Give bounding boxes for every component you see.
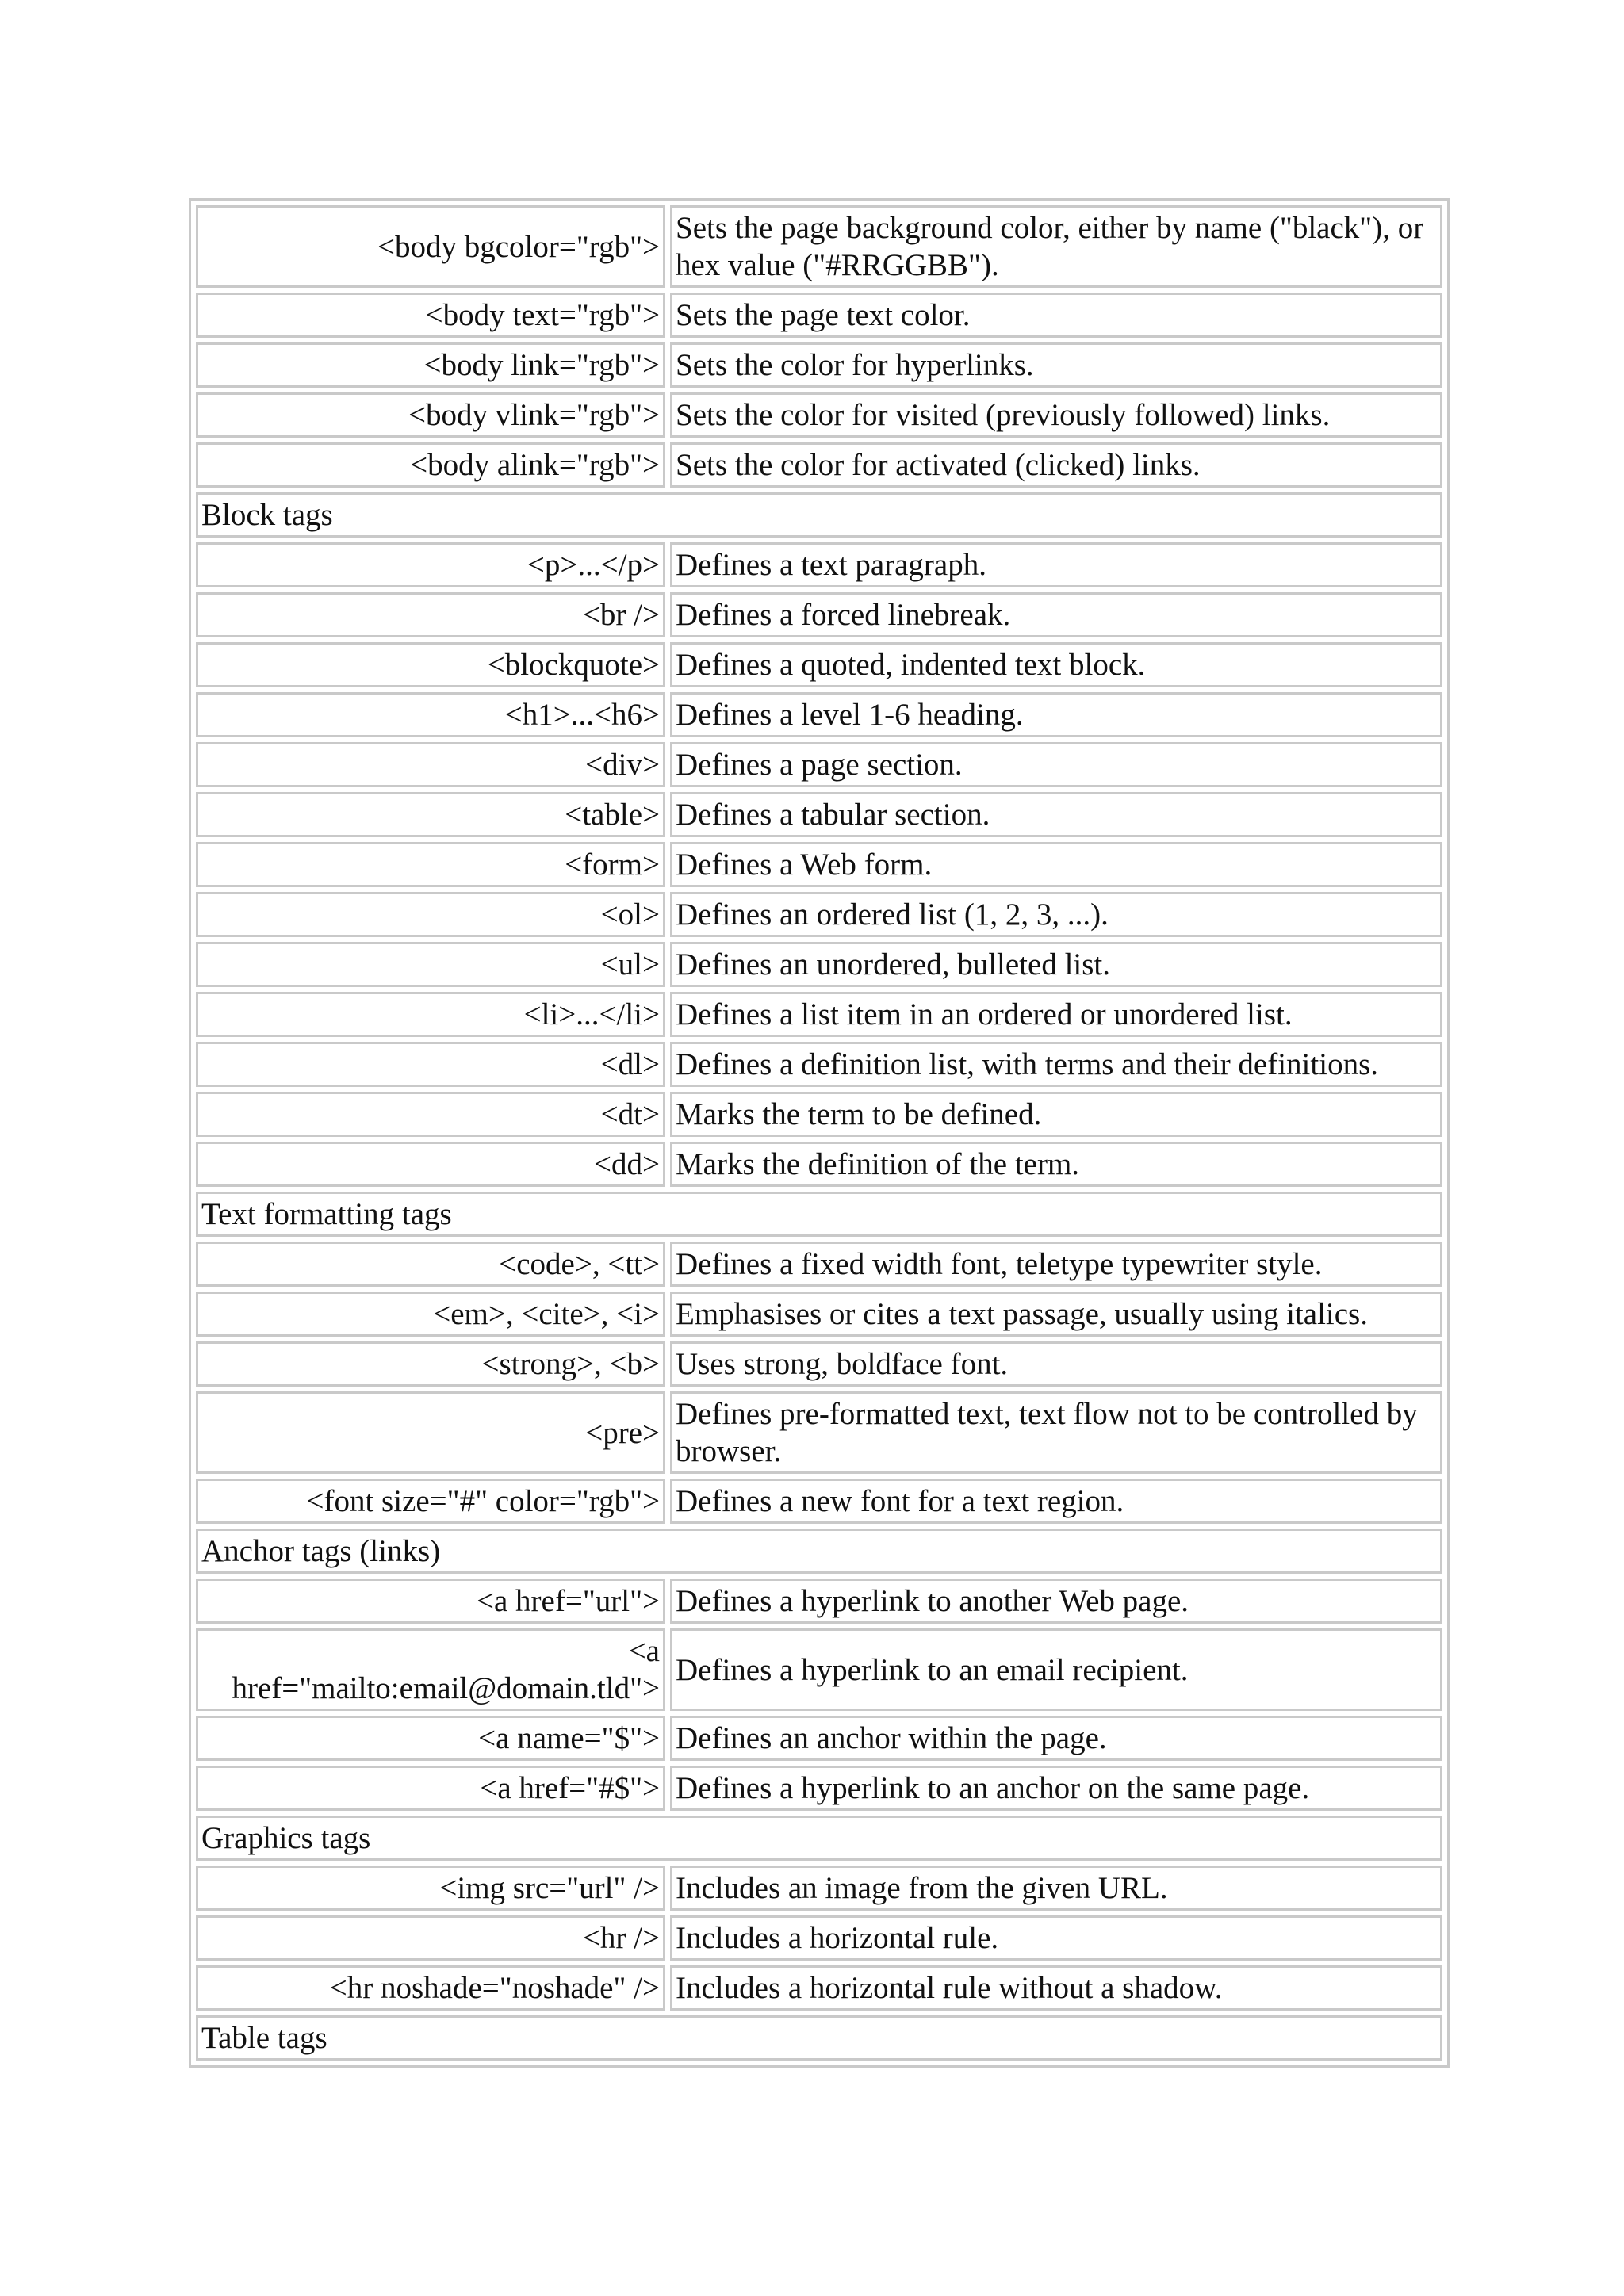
section-header-row [196, 1529, 1442, 1574]
description-cell: Defines an ordered list (1, 2, 3, ...). [670, 892, 1442, 937]
table-row [196, 1578, 1442, 1624]
table-row [196, 542, 1442, 587]
description-cell: Includes a horizontal rule without a shadow. [670, 1965, 1442, 2011]
table-row [196, 1292, 1442, 1337]
description-cell: Defines a fixed width font, teletype typewriter style. [670, 1242, 1442, 1287]
tag-cell: <div> [196, 742, 665, 787]
table-row [196, 792, 1442, 837]
tag-cell: <ul> [196, 942, 665, 987]
description-cell: Defines pre-formatted text, text flow not to be controlled by browser. [670, 1391, 1442, 1474]
tag-cell: <code>, <tt> [196, 1242, 665, 1287]
tag-cell: <body alink="rgb"> [196, 442, 665, 488]
table-row [196, 1479, 1442, 1524]
description-cell: Marks the term to be defined. [670, 1092, 1442, 1137]
table-row [196, 1766, 1442, 1811]
table-row [196, 1341, 1442, 1387]
section-header-row [196, 1816, 1442, 1861]
description-cell: Defines a quoted, indented text block. [670, 642, 1442, 687]
description-cell: Defines a definition list, with terms and their definitions. [670, 1042, 1442, 1087]
description-cell: Includes a horizontal rule. [670, 1915, 1442, 1961]
description-cell: Defines a page section. [670, 742, 1442, 787]
tag-cell: <hr noshade="noshade" /> [196, 1965, 665, 2011]
description-cell: Defines a level 1-6 heading. [670, 692, 1442, 737]
table-row [196, 293, 1442, 338]
table-body [196, 205, 1442, 2061]
table-row [196, 342, 1442, 388]
table-row [196, 1965, 1442, 2011]
description-cell: Defines a hyperlink to another Web page. [670, 1578, 1442, 1624]
tag-cell: <a href="mailto:email@domain.tld"> [196, 1628, 665, 1711]
table-row [196, 1628, 1442, 1711]
table-row [196, 992, 1442, 1037]
table-row [196, 892, 1442, 937]
table-row [196, 642, 1442, 687]
description-cell: Defines an unordered, bulleted list. [670, 942, 1442, 987]
section-header-row [196, 2015, 1442, 2061]
html-tag-reference-table [189, 198, 1450, 2068]
section-header-text-formatting-tags: Text formatting tags [196, 1192, 1442, 1237]
description-cell: Defines a hyperlink to an anchor on the same page. [670, 1766, 1442, 1811]
tag-cell: <font size="#" color="rgb"> [196, 1479, 665, 1524]
tag-cell: <p>...</p> [196, 542, 665, 587]
table-row [196, 1866, 1442, 1911]
section-header-row [196, 492, 1442, 538]
table-row [196, 392, 1442, 438]
tag-cell: <em>, <cite>, <i> [196, 1292, 665, 1337]
tag-cell: <body bgcolor="rgb"> [196, 205, 665, 288]
tag-cell: <a href="url"> [196, 1578, 665, 1624]
table-row [196, 442, 1442, 488]
description-cell: Defines a text paragraph. [670, 542, 1442, 587]
tag-cell: <ol> [196, 892, 665, 937]
table-row [196, 1391, 1442, 1474]
tag-cell: <blockquote> [196, 642, 665, 687]
description-cell: Defines an anchor within the page. [670, 1716, 1442, 1761]
description-cell: Sets the page background color, either by name ("black"), or hex value ("#RRGGBB"). [670, 205, 1442, 288]
description-cell: Uses strong, boldface font. [670, 1341, 1442, 1387]
description-cell: Defines a list item in an ordered or unordered list. [670, 992, 1442, 1037]
section-header-anchor-tags: Anchor tags (links) [196, 1529, 1442, 1574]
tag-cell: <li>...</li> [196, 992, 665, 1037]
table-row [196, 1915, 1442, 1961]
table-row [196, 592, 1442, 637]
section-header-row [196, 1192, 1442, 1237]
table-row [196, 942, 1442, 987]
section-header-block-tags: Block tags [196, 492, 1442, 538]
description-cell: Sets the color for hyperlinks. [670, 342, 1442, 388]
tag-cell: <body vlink="rgb"> [196, 392, 665, 438]
table-row [196, 842, 1442, 887]
tag-cell: <hr /> [196, 1915, 665, 1961]
section-header-graphics-tags: Graphics tags [196, 1816, 1442, 1861]
description-cell: Defines a tabular section. [670, 792, 1442, 837]
description-cell: Defines a Web form. [670, 842, 1442, 887]
table-row [196, 692, 1442, 737]
tag-cell: <body text="rgb"> [196, 293, 665, 338]
tag-cell: <pre> [196, 1391, 665, 1474]
table-row [196, 1716, 1442, 1761]
description-cell: Marks the definition of the term. [670, 1142, 1442, 1187]
description-cell: Sets the page text color. [670, 293, 1442, 338]
tag-cell: <dd> [196, 1142, 665, 1187]
tag-cell: <form> [196, 842, 665, 887]
tag-cell: <table> [196, 792, 665, 837]
tag-cell: <dt> [196, 1092, 665, 1137]
table-row [196, 1142, 1442, 1187]
tag-cell: <br /> [196, 592, 665, 637]
description-cell: Defines a hyperlink to an email recipient. [670, 1628, 1442, 1711]
description-cell: Sets the color for activated (clicked) links. [670, 442, 1442, 488]
table-row [196, 1242, 1442, 1287]
section-header-table-tags: Table tags [196, 2015, 1442, 2061]
description-cell: Defines a new font for a text region. [670, 1479, 1442, 1524]
table-row [196, 742, 1442, 787]
tag-cell: <body link="rgb"> [196, 342, 665, 388]
description-cell: Includes an image from the given URL. [670, 1866, 1442, 1911]
table-row [196, 205, 1442, 288]
tag-cell: <img src="url" /> [196, 1866, 665, 1911]
description-cell: Defines a forced linebreak. [670, 592, 1442, 637]
table-row [196, 1092, 1442, 1137]
tag-cell: <strong>, <b> [196, 1341, 665, 1387]
description-cell: Sets the color for visited (previously followed) links. [670, 392, 1442, 438]
tag-cell: <h1>...<h6> [196, 692, 665, 737]
tag-cell: <a href="#$"> [196, 1766, 665, 1811]
tag-cell: <a name="$"> [196, 1716, 665, 1761]
description-cell: Emphasises or cites a text passage, usually using italics. [670, 1292, 1442, 1337]
tag-cell: <dl> [196, 1042, 665, 1087]
table-row [196, 1042, 1442, 1087]
